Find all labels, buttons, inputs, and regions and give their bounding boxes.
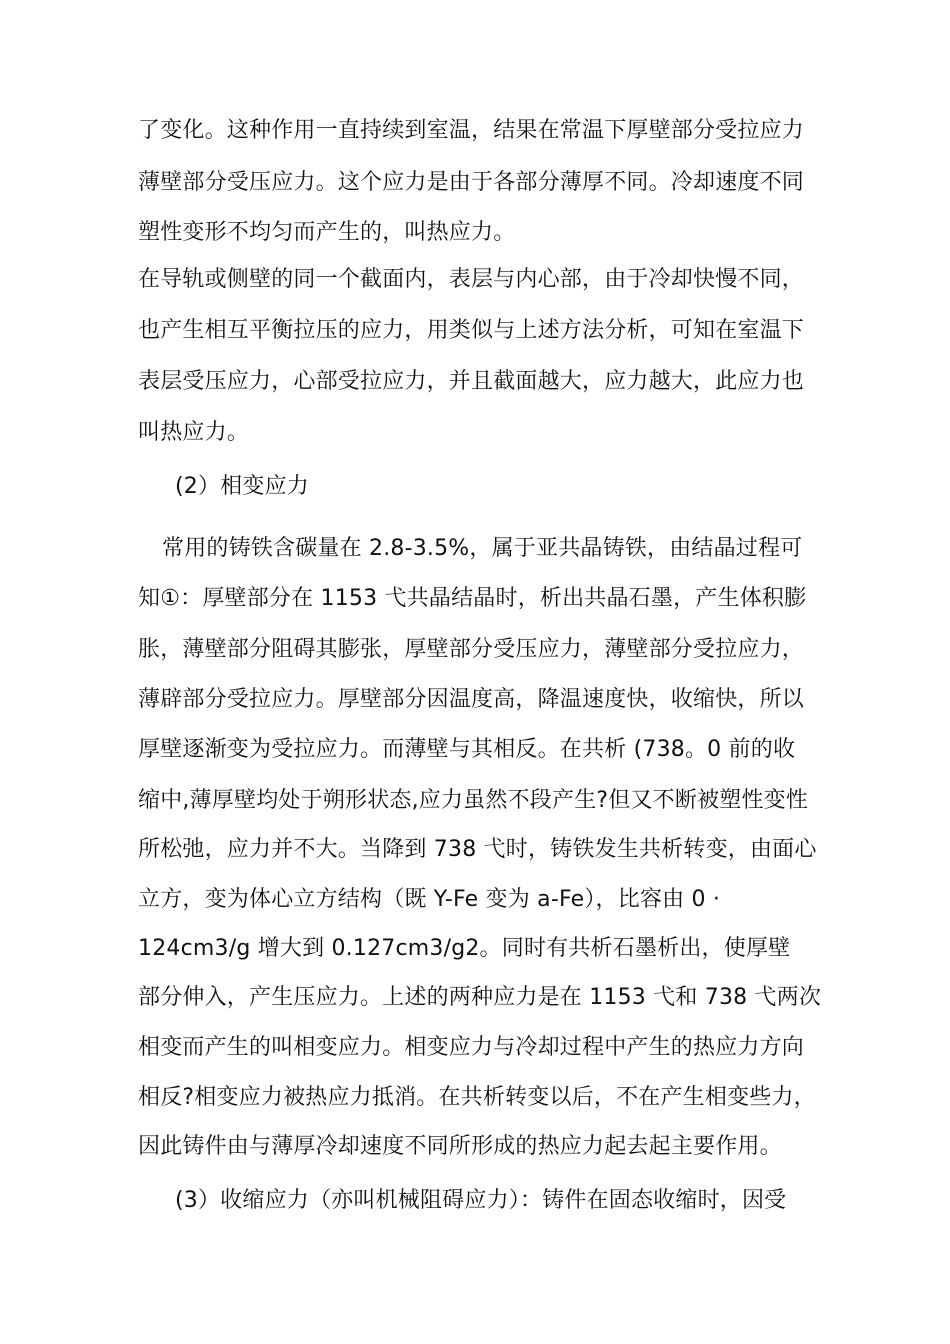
text-line: 因此铸件由与薄厚冷却速度不同所形成的热应力起去起主要作用。 <box>138 1134 782 1159</box>
section-heading: (2）相变应力 <box>175 474 309 499</box>
text-line: 薄辟部分受拉应力。厚壁部分因温度高，降温速度快，收缩快，所以 <box>138 687 805 712</box>
text-line: 叫热应力。 <box>138 420 250 445</box>
text-line: 了变化。这种作用一直持续到室温，结果在常温下厚壁部分受拉应力 <box>138 118 805 143</box>
text-line: 薄壁部分受压应力。这个应力是由于各部分薄厚不同。冷却速度不同 <box>138 170 805 195</box>
text-line: 相变而产生的叫相变应力。相变应力与冷却过程中产生的热应力方向 <box>138 1035 805 1060</box>
text-line: 相反?相变应力被热应力抵消。在共析转变以后，不在产生相变些力， <box>138 1085 816 1110</box>
text-line: 所松弛，应力并不大。当降到 738 弋时，铸铁发生共析转变，由面心 <box>138 837 817 862</box>
text-line: 知①：厚壁部分在 1153 弋共晶结晶时，析出共晶石墨，产生体积膨 <box>138 586 807 611</box>
text-line: 胀，薄壁部分阻碍其膨张，厚壁部分受压应力，薄壁部分受拉应力， <box>138 637 805 662</box>
text-line: 常用的铸铁含碳量在 2.8-3.5%，属于亚共晶铸铁，由结晶过程可 <box>162 536 803 561</box>
text-line: 缩中,薄厚壁均处于朔形状态,应力虽然不段产生?但又不断被塑性变性 <box>138 788 809 813</box>
text-line: 部分伸入，产生压应力。上述的两种应力是在 1153 弋和 738 弋两次 <box>138 985 822 1010</box>
text-line: 在导轨或侧壁的同一个截面内，表层与内心部，由于冷却快慢不同， <box>138 267 805 292</box>
text-line: 也产生相互平衡拉压的应力，用类似与上述方法分析，可知在室温下 <box>138 318 805 343</box>
text-line: 厚壁逐渐变为受拉应力。而薄壁与其相反。在共析 (738。0 前的收 <box>138 737 796 762</box>
section-heading: (3）收缩应力（亦叫机械阻碍应力）：铸件在固态收缩时，因受 <box>175 1188 787 1213</box>
text-line: 立方，变为体心立方结构（既 Y-Fe 变为 a-Fe），比容由 0 · <box>138 887 721 912</box>
text-line: 表层受压应力，心部受拉应力，并且截面越大，应力越大，此应力也 <box>138 369 805 394</box>
text-line: 塑性变形不均匀而产生的，叫热应力。 <box>138 220 516 245</box>
text-line: 124cm3/g 增大到 0.127cm3/g2。同时有共析石墨析出，使厚壁 <box>138 936 791 961</box>
